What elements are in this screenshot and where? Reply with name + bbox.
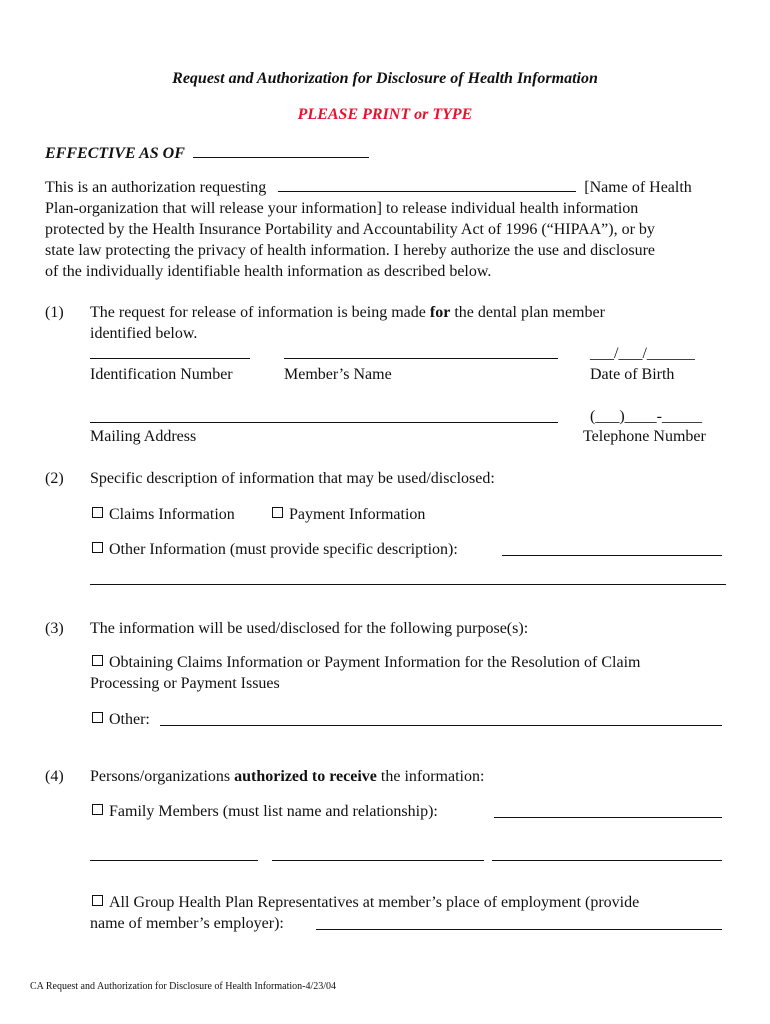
section-4-text-b: the information:: [376, 768, 485, 785]
other-purpose-checkbox[interactable]: [92, 712, 103, 723]
intro-line5: of the individually identifiable health information as described below.: [45, 263, 492, 280]
section-4-text-bold: authorized to receive: [234, 768, 377, 785]
group-health-plan-option[interactable]: [92, 892, 639, 913]
effective-as-of: [45, 142, 369, 164]
claims-information-label: Claims Information: [109, 506, 235, 523]
section-1-text-line2: identified below.: [90, 325, 198, 342]
claims-resolution-option[interactable]: [92, 652, 640, 673]
section-4-text-a: Persons/organizations: [90, 768, 235, 785]
intro-line3: protected by the Health Insurance Portability and Accountability Act of 1996 (“HIPAA”), or by: [45, 221, 655, 238]
family-members-checkbox[interactable]: [92, 804, 103, 815]
family-members-option[interactable]: [92, 801, 438, 822]
intro-line2: Plan-organization that will release your information] to release individual health information: [45, 200, 639, 217]
family-members-field[interactable]: [494, 817, 722, 818]
section-1-text-bold: for: [429, 304, 451, 321]
other-purpose-option[interactable]: [92, 709, 150, 730]
section-3-text: The information will be used/disclosed for the following purpose(s):: [90, 620, 529, 637]
other-information-checkbox[interactable]: [92, 542, 103, 553]
payment-information-checkbox[interactable]: [272, 507, 283, 518]
print-instruction: PLEASE PRINT or TYPE: [297, 106, 473, 123]
effective-label: EFFECTIVE AS OF: [45, 145, 185, 162]
section-4-text: [90, 766, 484, 787]
effective-date-field[interactable]: [193, 142, 369, 158]
other-purpose-field[interactable]: [160, 725, 722, 726]
claims-resolution-label-line2: Processing or Payment Issues: [90, 675, 280, 692]
other-information-field[interactable]: [502, 555, 722, 556]
other-information-option[interactable]: [92, 539, 458, 560]
member-name-label: Member’s Name: [284, 366, 392, 383]
family-member-name-field-3[interactable]: [492, 860, 722, 861]
section-2-number: (2): [45, 470, 64, 487]
other-information-label: Other Information (must provide specific description):: [109, 541, 458, 558]
intro-line4: state law protecting the privacy of health information. I hereby authorize the use and disclosure: [45, 242, 656, 259]
date-of-birth-label: Date of Birth: [590, 366, 675, 383]
section-2-text: Specific description of information that may be used/disclosed:: [90, 470, 495, 487]
document-title: Request and Authorization for Disclosure of Health Information: [172, 70, 598, 87]
section-1-text: [90, 302, 605, 323]
telephone-number-field[interactable]: (___)____-_____: [590, 408, 702, 425]
mailing-address-field[interactable]: [90, 422, 558, 423]
member-name-field[interactable]: [284, 358, 558, 359]
telephone-number-label: Telephone Number: [583, 428, 706, 445]
claims-information-checkbox[interactable]: [92, 507, 103, 518]
section-1-text-b: the dental plan member: [450, 304, 605, 321]
section-1-number: (1): [45, 304, 64, 321]
other-purpose-label: Other:: [109, 711, 150, 728]
date-of-birth-field[interactable]: ___/___/______: [590, 345, 695, 362]
group-health-plan-label-line2: name of member’s employer):: [90, 915, 284, 932]
claims-resolution-checkbox[interactable]: [92, 655, 103, 666]
footer-note: CA Request and Authorization for Disclosure of Health Information-4/23/04: [30, 981, 337, 992]
section-3-number: (3): [45, 620, 64, 637]
group-health-plan-label: All Group Health Plan Representatives at member’s place of employment (provide: [109, 894, 640, 911]
intro-line1-start: This is an authorization requesting: [45, 179, 267, 196]
section-1-text-a: The request for release of information is being made: [90, 304, 430, 321]
family-member-name-field-2[interactable]: [272, 860, 484, 861]
intro-line1-end: [Name of Health: [584, 179, 692, 196]
mailing-address-label: Mailing Address: [90, 428, 197, 445]
employer-name-field[interactable]: [316, 929, 722, 930]
intro-paragraph: [45, 176, 735, 282]
payment-information-label: Payment Information: [289, 506, 426, 523]
payment-information-option[interactable]: [272, 504, 425, 525]
health-plan-name-field[interactable]: [278, 176, 576, 192]
claims-resolution-label: Obtaining Claims Information or Payment Information for the Resolution of Claim: [109, 654, 641, 671]
section-4-number: (4): [45, 768, 64, 785]
family-member-name-field-1[interactable]: [90, 860, 258, 861]
claims-information-option[interactable]: [92, 504, 235, 525]
identification-number-field[interactable]: [90, 358, 250, 359]
other-information-field-line2[interactable]: [90, 584, 726, 585]
family-members-label: Family Members (must list name and relationship):: [109, 803, 438, 820]
group-health-plan-checkbox[interactable]: [92, 895, 103, 906]
identification-number-label: Identification Number: [90, 366, 233, 383]
